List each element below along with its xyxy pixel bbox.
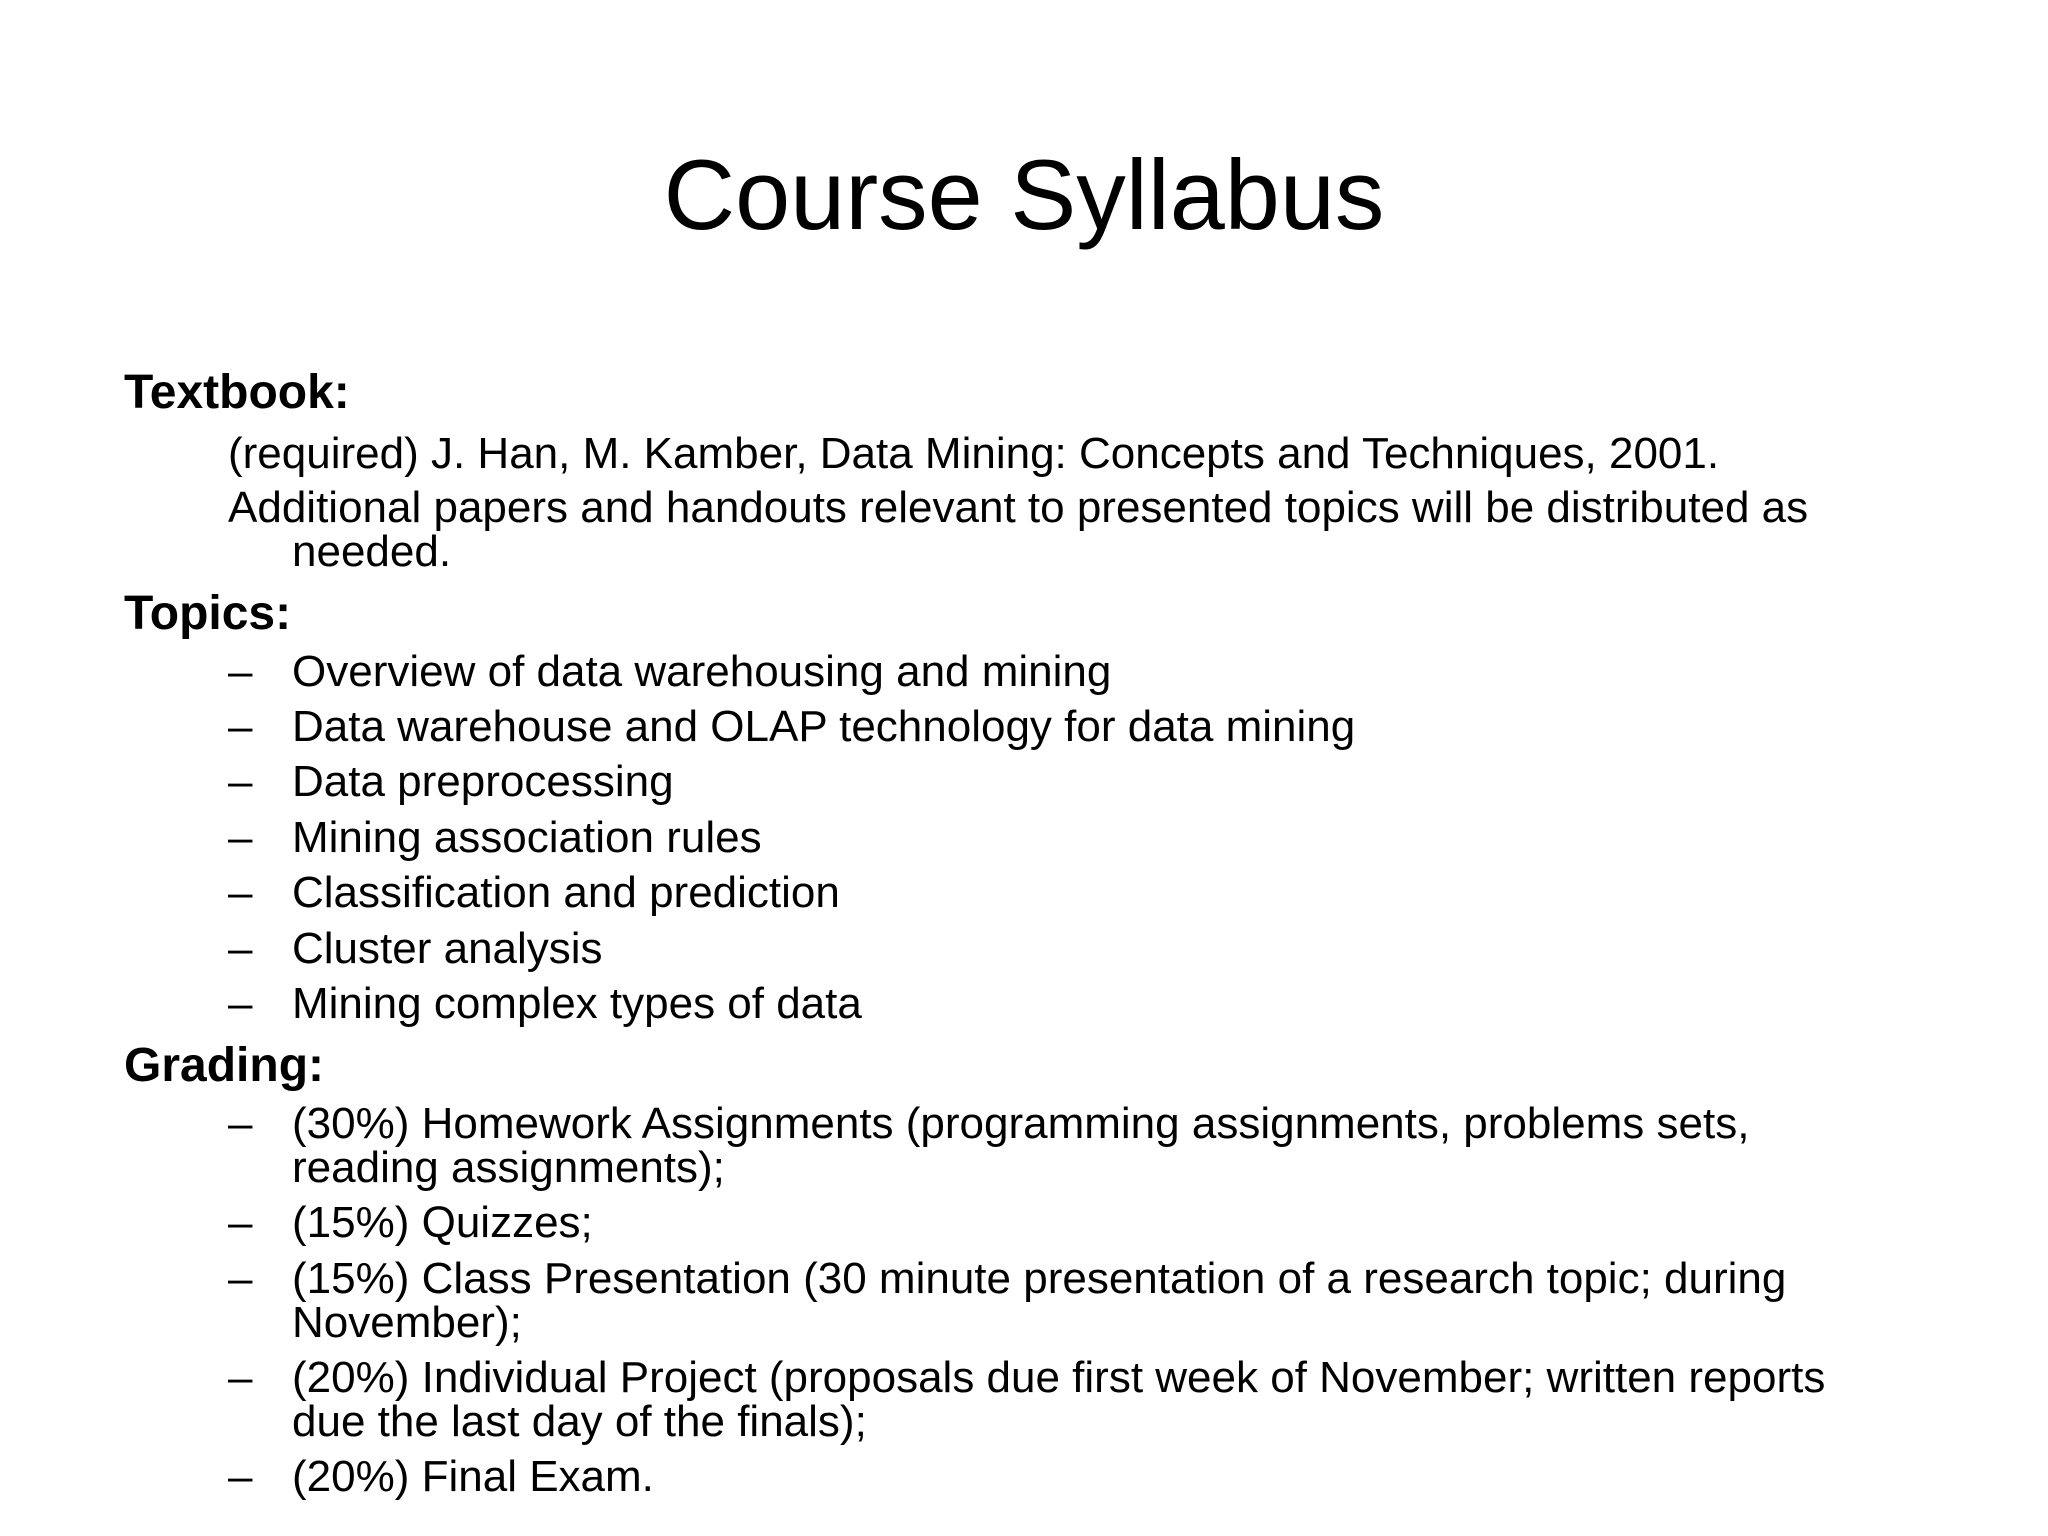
grading-dash: –	[228, 1353, 253, 1402]
topic-dash: –	[228, 813, 253, 862]
topic-item: Cluster analysis	[292, 924, 603, 973]
grading-dash: –	[228, 1198, 253, 1247]
topic-dash: –	[228, 924, 253, 973]
grading-item-homework-cont: reading assignments);	[292, 1143, 725, 1192]
textbook-additional-line-cont: needed.	[292, 527, 452, 576]
topic-item: Data preprocessing	[292, 757, 674, 806]
topic-dash: –	[228, 979, 253, 1028]
topic-item: Mining association rules	[292, 813, 762, 862]
grading-item-homework: (30%) Homework Assignments (programming assignments, problems sets,	[292, 1099, 1750, 1148]
topic-dash: –	[228, 647, 253, 696]
topic-item: Overview of data warehousing and mining	[292, 647, 1112, 696]
grading-heading: Grading:	[124, 1039, 324, 1092]
textbook-heading: Textbook:	[124, 366, 350, 419]
topic-item: Classification and prediction	[292, 868, 840, 917]
topic-dash: –	[228, 702, 253, 751]
topic-item: Mining complex types of data	[292, 979, 862, 1028]
textbook-additional-line: Additional papers and handouts relevant to presented topics will be distributed as	[228, 483, 1809, 532]
topic-dash: –	[228, 757, 253, 806]
grading-dash: –	[228, 1452, 253, 1501]
grading-dash: –	[228, 1254, 253, 1303]
topic-dash: –	[228, 868, 253, 917]
grading-item-quizzes: (15%) Quizzes;	[292, 1198, 593, 1247]
textbook-required-line: (required) J. Han, M. Kamber, Data Mining: Concepts and Techniques, 2001.	[228, 429, 1720, 478]
slide-title: Course Syllabus	[663, 139, 1385, 250]
topic-item: Data warehouse and OLAP technology for data mining	[292, 702, 1356, 751]
grading-item-presentation: (15%) Class Presentation (30 minute presentation of a research topic; during	[292, 1254, 1787, 1303]
grading-dash: –	[228, 1099, 253, 1148]
grading-item-project-cont: due the last day of the finals);	[292, 1397, 867, 1446]
topics-heading: Topics:	[124, 587, 292, 640]
grading-item-project: (20%) Individual Project (proposals due first week of November; written reports	[292, 1353, 1826, 1402]
grading-item-final-exam: (20%) Final Exam.	[292, 1452, 654, 1501]
grading-item-presentation-cont: November);	[292, 1298, 522, 1347]
